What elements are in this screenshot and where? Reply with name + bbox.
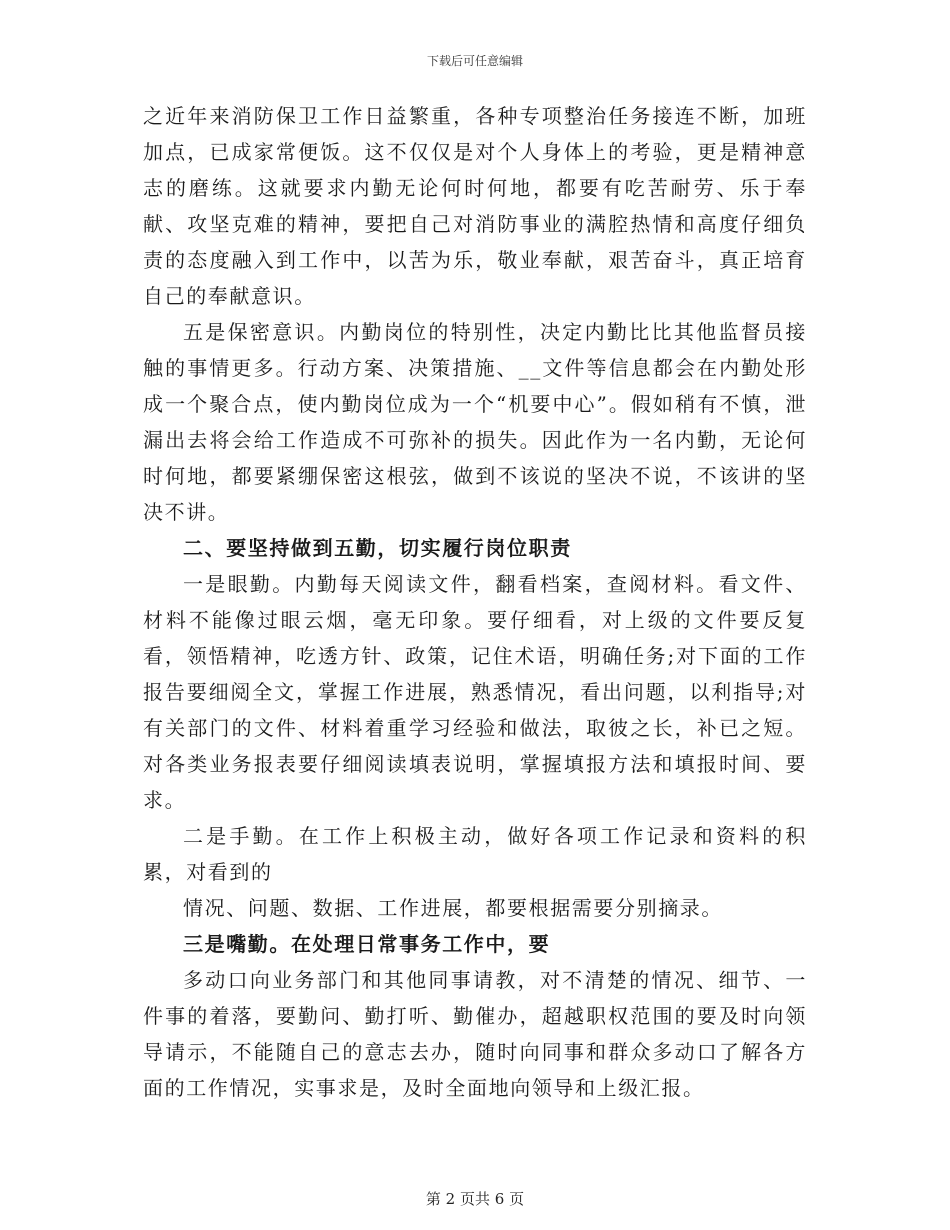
paragraph-eye-diligence: 一是眼勤。内勤每天阅读文件，翻看档案，查阅材料。看文件、材料不能像过眼云烟，毫无印象。要仔细看，对上级的文件要反复看，领悟精神，吃透方针、政策，记住术语，明确任务;对下面的工作报告要细阅全文，掌握工作进展，熟悉情况，看出问题，以利指导;对有关部门的文件、材料着重学习经验和做法，取彼之长，补已之短。对各类业务报表要仔细阅读填表说明，掌握填报方法和填报时间、要求。 [143,572,807,812]
subheading-mouth-diligence: 三是嘴勤。在处理日常事务工作中，要 [183,932,551,956]
paragraph-dedication: 之近年来消防保卫工作日益繁重，各种专项整治任务接连不断，加班加点，已成家常便饭。这不仅仅是对个人身体上的考验，更是精神意志的磨练。这就要求内勤无论何时何地，都要有吃苦耐劳、乐于奉献、攻坚克难的精神，要把自己对消防事业的满腔热情和高度仔细负责的态度融入到工作中，以苦为乐，敬业奉献，艰苦奋斗，真正培育自己的奉献意识。 [143,104,807,308]
paragraph-confidentiality: 五是保密意识。内勤岗位的特别性，决定内勤比比其他监督员接触的事情更多。行动方案、决策措施、__文件等信息都会在内勤处形成一个聚合点，使内勤岗位成为一个“机要中心”。假如稍有不慎，泄漏出去将会给工作造成不可弥补的损失。因此作为一名内勤，无论何时何地，都要紧绷保密这根弦，做到不该说的坚决不说，不该讲的坚决不讲。 [143,320,807,524]
paragraph-mouth-diligence: 多动口向业务部门和其他同事请教，对不清楚的情况、细节、一件事的着落，要勤问、勤打听、勤催办，超越职权范围的要及时向领导请示，不能随自己的意志去办，随时向同事和群众多动口了解各方面的工作情况，实事求是，及时全面地向领导和上级汇报。 [143,968,807,1100]
page-number: 第 2 页共 6 页 [425,1190,525,1208]
paragraph-hand-diligence: 二是手勤。在工作上积极主动，做好各项工作记录和资料的积累，对看到的 [143,824,807,884]
document-body [143,98,807,1106]
page-header-note: 下载后可任意编辑 [426,54,523,68]
section-heading-five-diligences: 二、要坚持做到五勤，切实履行岗位职责 [183,536,572,560]
paragraph-hand-diligence-continued: 情况、问题、数据、工作进展，都要根据需要分别摘录。 [183,896,723,920]
